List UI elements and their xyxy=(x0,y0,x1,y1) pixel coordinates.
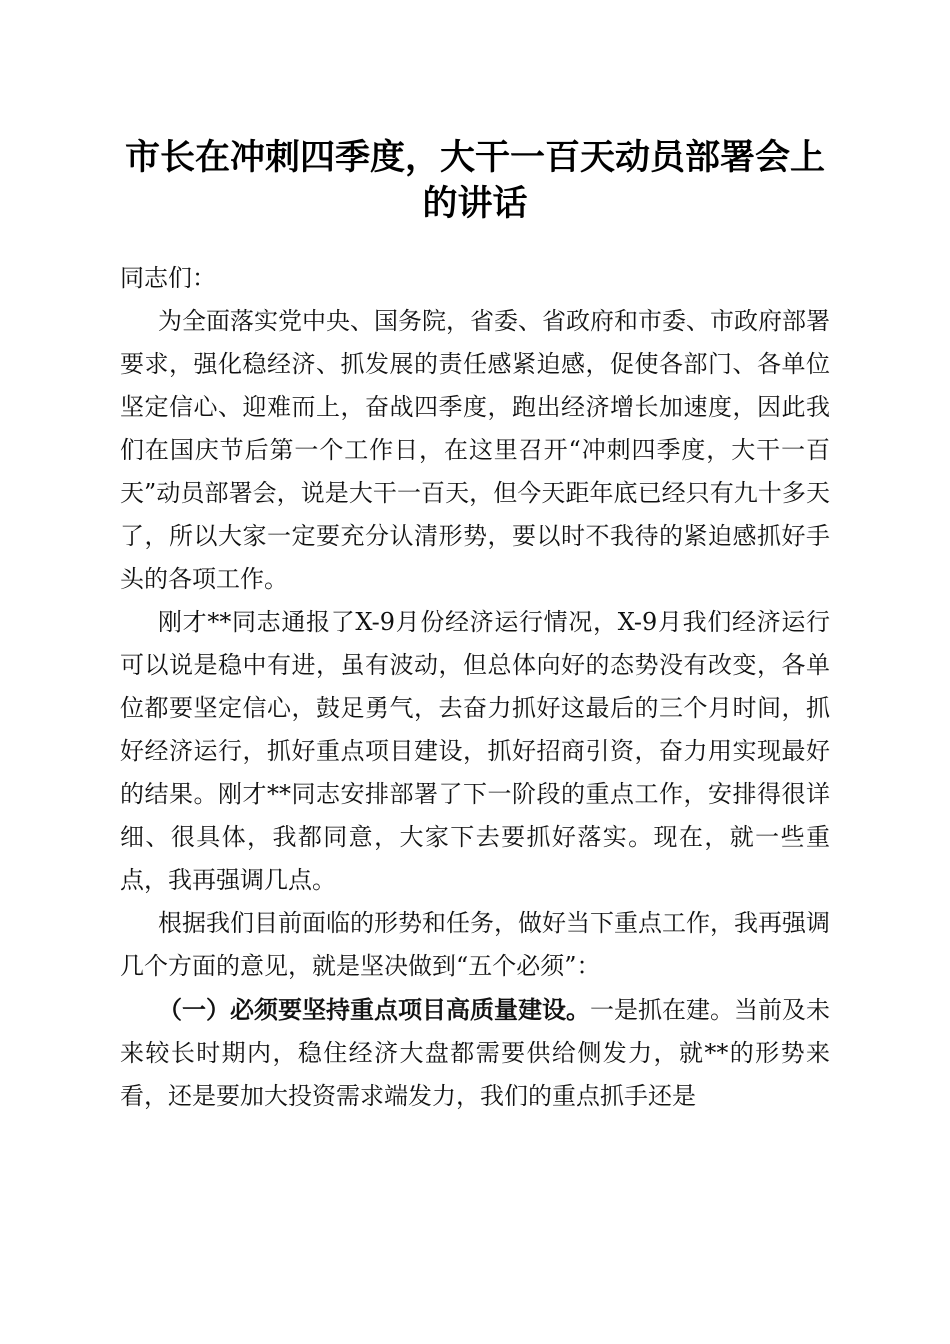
title-line-1: 市长在冲刺四季度，大干一百天动员部署会上 xyxy=(124,137,825,178)
section-1-text: 一是抓在建。当前及未来较长时期内，稳住经济大盘都需要供给侧发力，就**的形势来看，还是要加大投资需求端发力，我们的重点抓手还是 xyxy=(120,996,830,1110)
document-title xyxy=(100,135,850,227)
paragraph-2: 刚才**同志通报了X-9月份经济运行情况，X-9月我们经济运行可以说是稳中有进，虽有波动，但总体向好的态势没有改变，各单位都要坚定信心，鼓足勇气，去奋力抓好这最后的三个月时间，抓好经济运行，抓好重点项目建设，抓好招商引资，奋力用实现最好的结果。刚才**同志安排部署了下一阶段的重点工作，安排得很详细、很具体，我都同意，大家下去要抓好落实。现在，就一些重点，我再强调几点。 xyxy=(120,608,830,894)
title-line-2: 的讲话 xyxy=(422,183,528,224)
section-1-heading: （一）必须要坚持重点项目高质量建设。 xyxy=(158,995,590,1024)
paragraph-3: 根据我们目前面临的形势和任务，做好当下重点工作，我再强调几个方面的意见，就是坚决做到“五个必须”： xyxy=(120,909,830,980)
section-1-paragraph xyxy=(120,988,830,1118)
paragraph-1: 为全面落实党中央、国务院，省委、省政府和市委、市政府部署要求，强化稳经济、抓发展的责任感紧迫感，促使各部门、各单位坚定信心、迎难而上，奋战四季度，跑出经济增长加速度，因此我们在国庆节后第一个工作日，在这里召开“冲刺四季度，大干一百天”动员部署会，说是大干一百天，但今天距年底已经只有九十多天了，所以大家一定要充分认清形势，要以时不我待的紧迫感抓好手头的各项工作。 xyxy=(120,307,830,593)
document-body xyxy=(120,257,830,1118)
salutation: 同志们： xyxy=(120,264,216,292)
